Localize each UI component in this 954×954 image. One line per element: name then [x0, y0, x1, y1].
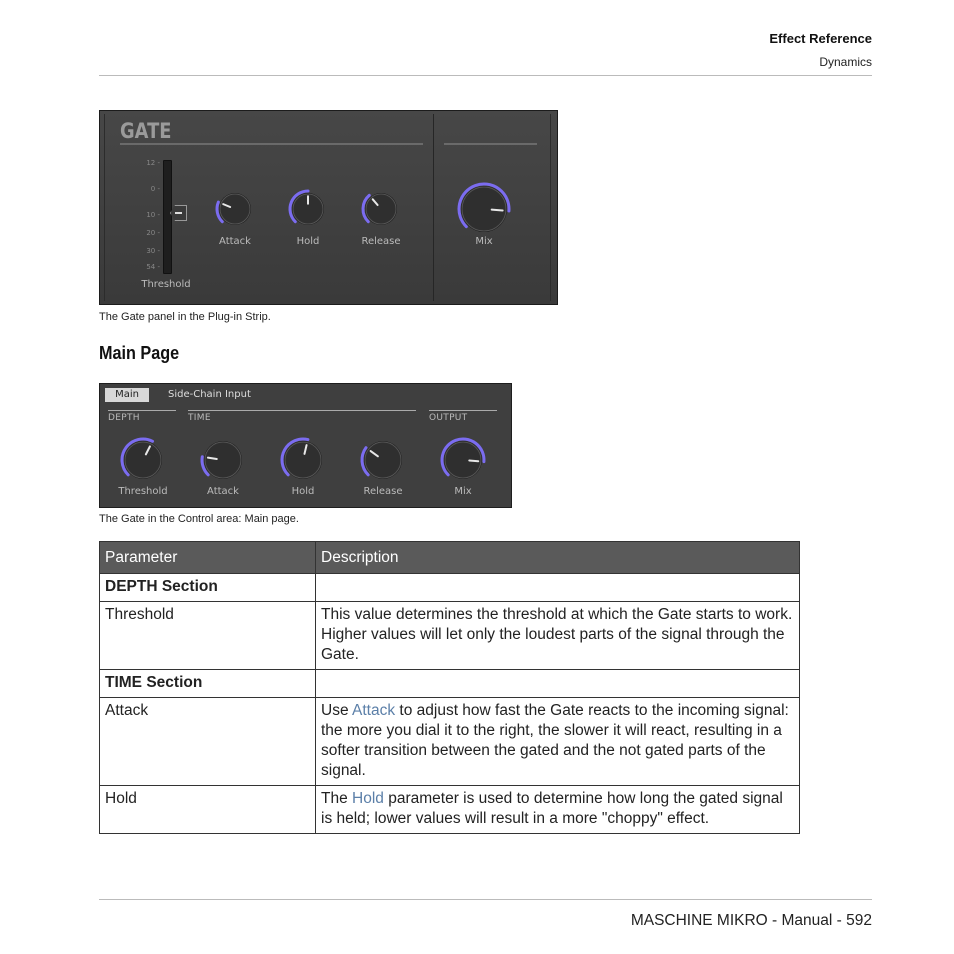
threshold-label: Threshold: [141, 279, 191, 290]
output-section-label: OUTPUT: [429, 413, 468, 423]
description-text: Use: [321, 702, 353, 719]
knob-body: [462, 187, 506, 231]
tab-side-chain-input[interactable]: Side-Chain Input: [168, 389, 251, 400]
parameter-link[interactable]: Attack: [100, 698, 316, 786]
description-cell: [316, 670, 800, 698]
scale-label: 0 -: [150, 185, 160, 193]
inline-link[interactable]: Attack: [352, 702, 396, 719]
section-cell: DEPTH Section: [100, 574, 316, 602]
scale-label: 20 -: [146, 229, 160, 237]
inline-link[interactable]: Hold: [352, 790, 384, 807]
release-knob[interactable]: [361, 189, 401, 229]
parameter-link[interactable]: Hold: [100, 786, 316, 834]
mix-knob[interactable]: [440, 437, 486, 483]
hold-label: Hold: [291, 486, 315, 497]
knob-graphic: [440, 437, 486, 483]
header-rule: [99, 75, 872, 76]
knob-body: [285, 442, 321, 478]
mix-label: Mix: [475, 236, 493, 247]
scale-label: 54 -: [146, 263, 160, 271]
gate-panel: [99, 110, 558, 305]
knob-graphic: [457, 182, 511, 236]
table-header: Description: [316, 542, 800, 574]
description-cell: [316, 786, 800, 834]
figure-caption: The Gate panel in the Plug-in Strip.: [99, 311, 271, 323]
knob-graphic: [360, 437, 406, 483]
section-cell: TIME Section: [100, 670, 316, 698]
header-subtitle: Dynamics: [819, 55, 872, 69]
release-label: Release: [361, 236, 401, 247]
knob-graphic: [361, 189, 401, 229]
mix-knob[interactable]: [457, 182, 511, 236]
description-text: parameter is used to determine how long the gated signal is held; lower values will result in a more "choppy" effect.: [321, 790, 783, 827]
scale-label: 30 -: [146, 247, 160, 255]
knob-graphic: [120, 437, 166, 483]
mix-header-line: [444, 143, 537, 145]
parameter-table: [99, 541, 800, 834]
gate-logo: GATE: [120, 119, 172, 143]
knob-graphic: [200, 437, 246, 483]
table-row: [100, 574, 800, 602]
knob-pointer: [469, 460, 478, 461]
depth-section-label: DEPTH: [108, 413, 140, 423]
attack-label: Attack: [219, 236, 251, 247]
panel-divider: [433, 114, 434, 301]
threshold-label: Threshold: [118, 486, 168, 497]
knob-pointer: [492, 210, 503, 211]
knob-body: [125, 442, 161, 478]
parameter-link[interactable]: Threshold: [100, 602, 316, 670]
attack-label: Attack: [207, 486, 239, 497]
scale-label: 12 -: [146, 159, 160, 167]
threshold-knob[interactable]: [120, 437, 166, 483]
footer-page-label: MASCHINE MIKRO - Manual - 592: [630, 912, 872, 929]
hold-knob[interactable]: [280, 437, 326, 483]
gate-header-line: [120, 143, 423, 145]
description-cell: This value determines the threshold at which the Gate starts to work. Higher values will let only the loudest parts of the signal through the Gate.: [316, 602, 800, 670]
knob-body: [205, 442, 241, 478]
scale-label: 10 -: [146, 211, 160, 219]
table-header-row: [100, 542, 800, 574]
time-section-label: TIME: [188, 413, 211, 423]
hold-knob[interactable]: [288, 189, 328, 229]
footer-rule: [99, 899, 872, 900]
depth-section-line: [108, 410, 176, 411]
knob-graphic: [280, 437, 326, 483]
tab-main[interactable]: Main: [105, 388, 149, 402]
knob-pointer: [208, 458, 217, 459]
figure-caption: The Gate in the Control area: Main page.: [99, 513, 299, 525]
release-knob[interactable]: [360, 437, 406, 483]
description-cell: [316, 574, 800, 602]
knob-body: [220, 194, 250, 224]
knob-graphic: [288, 189, 328, 229]
threshold-fader-track[interactable]: [163, 160, 172, 274]
time-section-line: [188, 410, 416, 411]
table-row: [100, 698, 800, 786]
hold-label: Hold: [296, 236, 320, 247]
knob-graphic: [215, 189, 255, 229]
output-section-line: [429, 410, 497, 411]
description-cell: [316, 698, 800, 786]
table-row: [100, 670, 800, 698]
description-text: to adjust how fast the Gate reacts to the incoming signal: the more you dial it to the right, the slower it will react, resulting in a softer transition between the gated and the not gated parts of the signal.: [321, 702, 789, 779]
description-text: The: [321, 790, 353, 807]
mix-label: Mix: [454, 486, 472, 497]
table-row: [100, 786, 800, 834]
attack-knob[interactable]: [215, 189, 255, 229]
header-title: Effect Reference: [769, 31, 872, 46]
control-area-panel: [99, 383, 512, 508]
attack-knob[interactable]: [200, 437, 246, 483]
knob-body: [366, 194, 396, 224]
knob-body: [365, 442, 401, 478]
table-row: [100, 602, 800, 670]
section-title: Main Page: [99, 343, 180, 363]
release-label: Release: [363, 486, 403, 497]
table-header: Parameter: [100, 542, 316, 574]
